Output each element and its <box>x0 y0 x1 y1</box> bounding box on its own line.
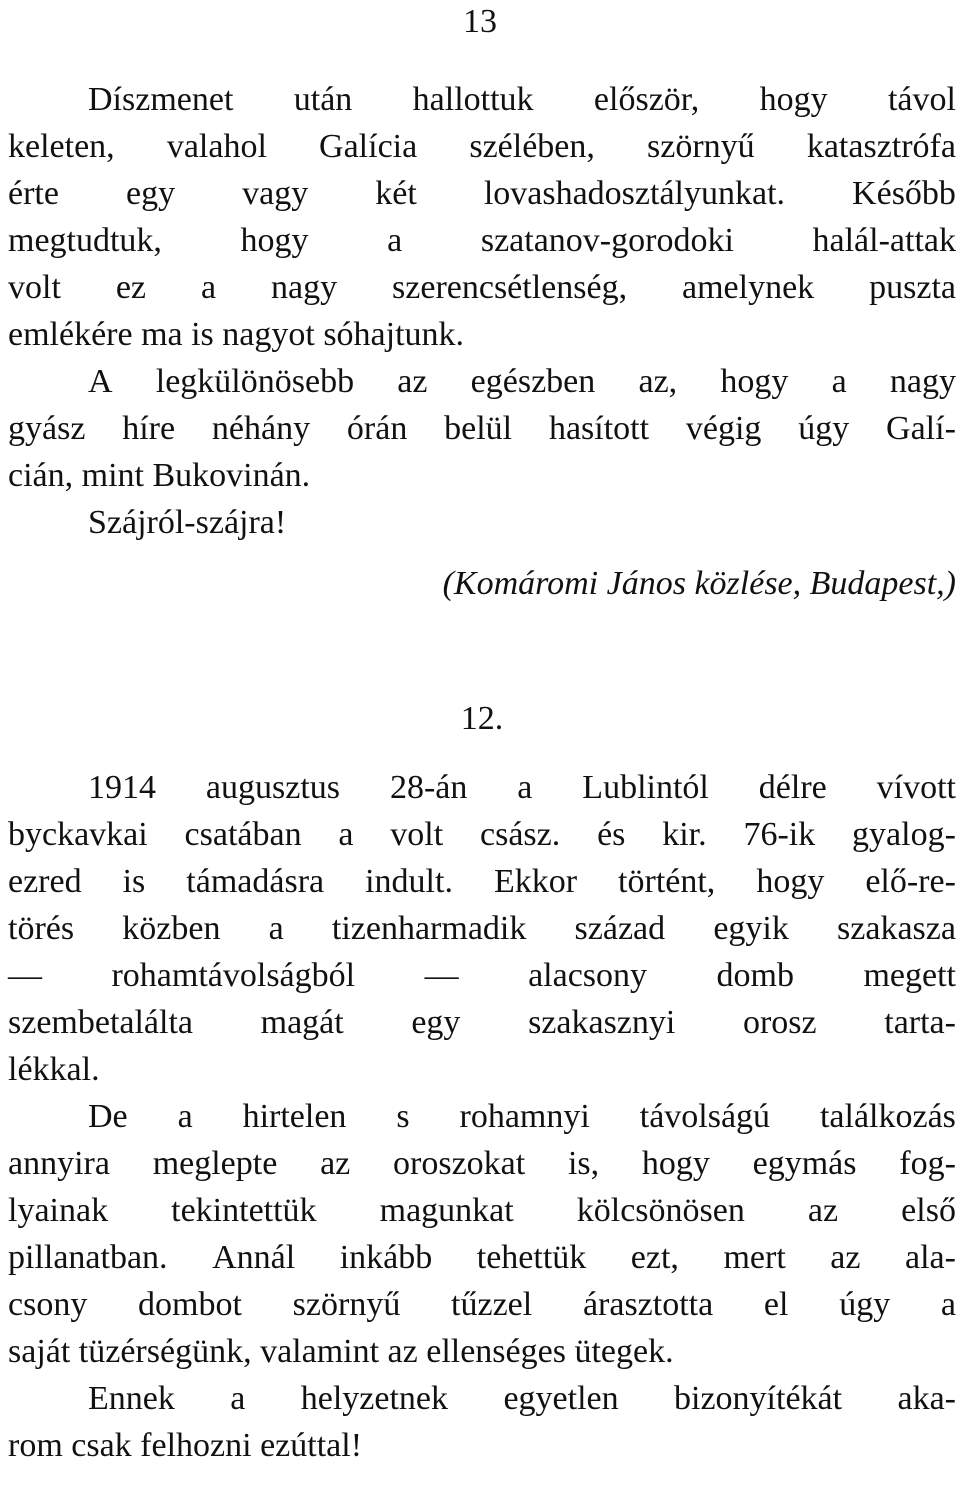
word: az, <box>638 363 678 400</box>
text-line <box>8 1375 956 1422</box>
word: távol <box>887 81 956 118</box>
word: saját tüzérségünk, valamint az ellenséges ütegek. <box>8 1333 674 1370</box>
word: tehettük <box>476 1239 587 1276</box>
word: dombot <box>138 1286 242 1323</box>
word: volt <box>390 816 444 853</box>
word: bizonyítékát <box>674 1380 843 1417</box>
word: aka- <box>897 1380 956 1417</box>
word: lékkal. <box>8 1051 100 1088</box>
story-12 <box>8 764 956 1469</box>
word: úgy <box>798 410 850 447</box>
word: végig <box>685 410 762 447</box>
word: ezred <box>8 863 82 900</box>
text-line <box>8 1281 956 1328</box>
word: Ennek <box>88 1380 175 1417</box>
text-line <box>8 76 956 123</box>
word: magát <box>260 1004 344 1041</box>
word: rom csak felhozni ezúttal! <box>8 1427 363 1464</box>
source-attribution: (Komáromi János közlése, Budapest,) <box>442 565 956 602</box>
word: keleten, <box>8 128 115 165</box>
word: nagy <box>889 363 956 400</box>
word: megett <box>863 957 956 994</box>
word: az <box>320 1145 351 1182</box>
word: egészben <box>470 363 596 400</box>
word: emlékére ma is nagyot sóhajtunk. <box>8 316 465 353</box>
word: augusztus <box>205 769 341 806</box>
word: A <box>88 363 113 400</box>
word: kir. <box>662 816 707 853</box>
text-line <box>8 405 956 452</box>
word: rohamnyi <box>459 1098 590 1135</box>
word: tarta- <box>884 1004 956 1041</box>
word: valahol <box>166 128 267 165</box>
word: után <box>293 81 353 118</box>
word: puszta <box>869 269 956 306</box>
text-line <box>8 1328 956 1375</box>
word: néhány <box>211 410 311 447</box>
word: század <box>574 910 666 947</box>
word: szélében, <box>469 128 595 165</box>
text-line <box>8 1046 956 1093</box>
word: hogy <box>641 1145 710 1182</box>
word: az <box>807 1192 839 1229</box>
word: volt <box>8 269 61 306</box>
word: a <box>268 910 284 947</box>
word: Annál <box>212 1239 296 1276</box>
word: a <box>517 769 533 806</box>
word: csony <box>8 1286 88 1323</box>
word: kölcsönösen <box>576 1192 745 1229</box>
word: egymás <box>752 1145 857 1182</box>
word: Később <box>852 175 956 212</box>
word: is <box>122 863 146 900</box>
word: fog- <box>899 1145 956 1182</box>
word: tekintettük <box>171 1192 317 1229</box>
word: két <box>375 175 417 212</box>
word: támadásra <box>186 863 325 900</box>
word: domb <box>716 957 794 994</box>
word: 28-án <box>389 769 468 806</box>
word: rohamtávolságból <box>111 957 356 994</box>
text-line <box>8 764 956 811</box>
word: az <box>830 1239 861 1276</box>
text-line <box>8 264 956 311</box>
word: el <box>763 1286 789 1323</box>
word: először, <box>593 81 700 118</box>
text-line <box>8 1140 956 1187</box>
word: szatanov-gorodoki <box>480 222 734 259</box>
word: pillanatban. <box>8 1239 168 1276</box>
word: — <box>424 957 459 994</box>
word: tizenharmadik <box>331 910 527 947</box>
word: szörnyű <box>292 1286 401 1323</box>
word: csász. <box>480 816 561 853</box>
word: csatában <box>184 816 302 853</box>
word: távolságú <box>639 1098 771 1135</box>
text-line <box>8 170 956 217</box>
word: meglepte <box>152 1145 278 1182</box>
word: lovashadosztályunkat. <box>483 175 786 212</box>
word: byckavkai <box>8 816 148 853</box>
word: és <box>597 816 626 853</box>
word: magunkat <box>379 1192 514 1229</box>
word: egy <box>125 175 176 212</box>
word: szerencsétlenség, <box>392 269 628 306</box>
section-number: 12. <box>460 700 504 737</box>
word: lyainak <box>8 1192 109 1229</box>
word: belül <box>444 410 513 447</box>
word: halál-attak <box>812 222 956 259</box>
word: indult. <box>365 863 453 900</box>
word: hogy <box>759 81 828 118</box>
word: Lublintól <box>582 769 709 806</box>
text-line <box>8 217 956 264</box>
word: hogy <box>756 863 825 900</box>
word: a <box>387 222 403 259</box>
word: találkozás <box>819 1098 956 1135</box>
word: árasztotta <box>582 1286 714 1323</box>
word: délre <box>758 769 827 806</box>
word: Galí- <box>886 410 956 447</box>
word: oroszokat <box>393 1145 526 1182</box>
story-11 <box>8 76 956 546</box>
word: legkülönösebb <box>155 363 355 400</box>
word: a <box>200 269 217 306</box>
word: 76-ik <box>743 816 816 853</box>
word: első <box>901 1192 956 1229</box>
word: órán <box>346 410 408 447</box>
word: De <box>88 1098 128 1135</box>
word: vívott <box>876 769 956 806</box>
word: a <box>230 1380 246 1417</box>
text-line <box>8 123 956 170</box>
word: Díszmenet <box>88 81 234 118</box>
text-line <box>8 358 956 405</box>
word: érte <box>8 175 59 212</box>
word: is, <box>567 1145 600 1182</box>
word: hogy <box>720 363 789 400</box>
text-line <box>8 952 956 999</box>
word: megtudtuk, <box>8 222 162 259</box>
word: hasított <box>548 410 650 447</box>
text-line <box>8 1187 956 1234</box>
word: alacsony <box>528 957 648 994</box>
word: hogy <box>240 222 309 259</box>
text-line <box>8 811 956 858</box>
word: Ekkor <box>493 863 578 900</box>
word: 1914 <box>88 769 156 806</box>
text-line <box>8 1234 956 1281</box>
word: hallottuk <box>412 81 534 118</box>
word: a <box>177 1098 193 1135</box>
word: hirtelen <box>242 1098 347 1135</box>
word: egyetlen <box>503 1380 619 1417</box>
word: ez <box>115 269 147 306</box>
word: közben <box>122 910 221 947</box>
word: Szájról-szájra! <box>88 504 287 541</box>
word: helyzetnek <box>300 1380 449 1417</box>
text-line <box>8 999 956 1046</box>
word: gyász <box>8 410 86 447</box>
word: híre <box>122 410 176 447</box>
word: katasztrófa <box>806 128 956 165</box>
word: orosz <box>742 1004 817 1041</box>
word: történt, <box>618 863 716 900</box>
text-line <box>8 858 956 905</box>
word: ezt, <box>630 1239 679 1276</box>
text-line <box>8 452 956 499</box>
word: szakasza <box>837 910 956 947</box>
word: — <box>8 957 42 994</box>
word: nagy <box>271 269 338 306</box>
word: törés <box>8 910 75 947</box>
word: úgy <box>839 1286 891 1323</box>
text-line <box>8 1422 956 1469</box>
word: cián, mint Bukovinán. <box>8 457 311 494</box>
word: mert <box>723 1239 786 1276</box>
word: vagy <box>242 175 309 212</box>
text-line <box>8 905 956 952</box>
word: Galícia <box>319 128 418 165</box>
word: tűzzel <box>451 1286 533 1323</box>
word: szembetalálta <box>8 1004 194 1041</box>
word: a <box>940 1286 956 1323</box>
text-line <box>8 499 956 546</box>
word: a <box>831 363 847 400</box>
word: egyik <box>713 910 789 947</box>
text-line <box>8 311 956 358</box>
page-number: 13 <box>463 3 497 40</box>
text-line <box>8 1093 956 1140</box>
word: inkább <box>339 1239 433 1276</box>
word: szakasznyi <box>528 1004 676 1041</box>
word: s <box>396 1098 410 1135</box>
word: amelynek <box>682 269 815 306</box>
word: az <box>397 363 428 400</box>
word: gyalog- <box>852 816 956 853</box>
word: a <box>338 816 354 853</box>
word: szörnyű <box>647 128 755 165</box>
word: annyira <box>8 1145 110 1182</box>
page-body <box>8 76 956 1469</box>
word: egy <box>411 1004 461 1041</box>
word: elő-re- <box>865 863 956 900</box>
word: ala- <box>904 1239 956 1276</box>
